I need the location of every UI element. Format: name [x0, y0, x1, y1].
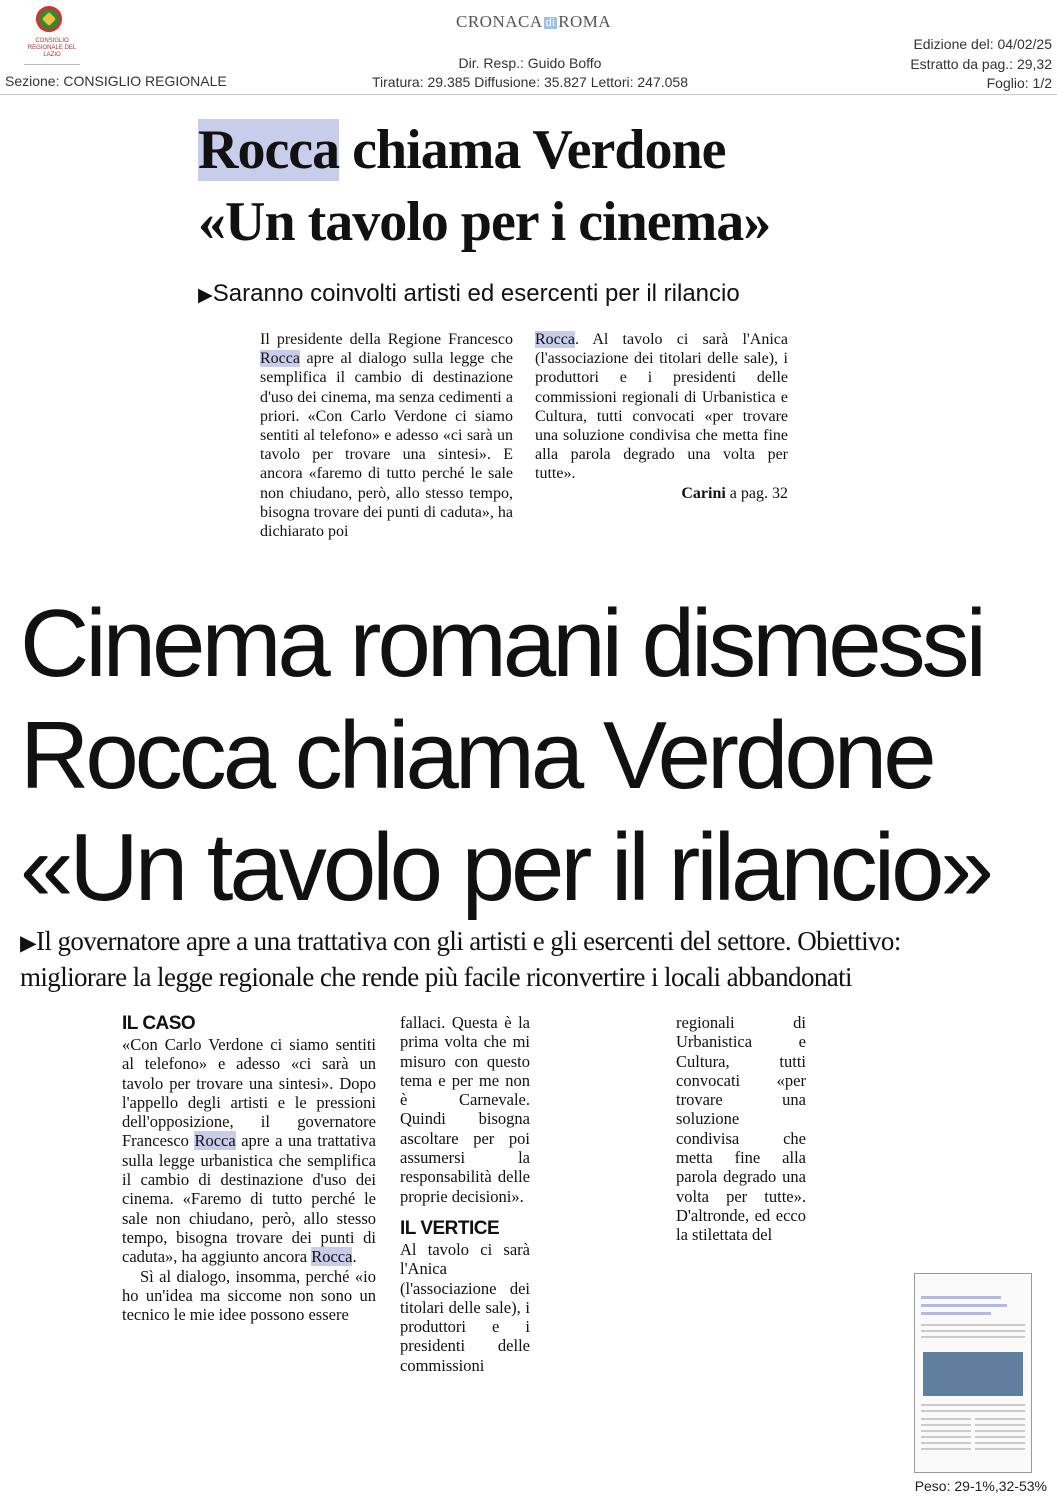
regional-council-logo: [22, 6, 82, 68]
page-thumbnail: [914, 1273, 1032, 1473]
headline-line-1: Cinema romani dismessi: [20, 590, 983, 697]
article-headline: [20, 588, 990, 924]
kicker-il-vertice: IL VERTICE: [400, 1217, 500, 1239]
edition-date: Edizione del: 04/02/25: [913, 36, 1052, 52]
logo-text: CONSIGLIO REGIONALE DEL LAZIO: [27, 38, 77, 58]
article-column-2: [400, 1013, 530, 1375]
teaser-byline: Carini a pag. 32: [681, 484, 788, 502]
article-column-1: [122, 1013, 376, 1324]
thumbnail-photo: [923, 1352, 1023, 1396]
highlight-rocca: Rocca: [260, 350, 300, 368]
kicker-il-caso: IL CASO: [122, 1013, 196, 1034]
article-paragraph: fallaci. Questa è la prima volta che mi misuro con questo tema e per me non è Carnevale. Quindi bisogna ascoltare per poi assumersi la responsabilità delle proprie decisioni».: [400, 1013, 530, 1206]
director-line: Dir. Resp.: Guido Boffo: [458, 55, 602, 71]
sheet-number: Foglio: 1/2: [986, 75, 1052, 91]
teaser-column-1: Il presidente della Regione Francesco Rocca apre al dialogo sulla legge che semplifica il cambio di destinazione d'uso dei cinema, ma senza cedimenti a priori. «Con Carlo Verdone ci siamo sentiti al telefono» e adesso «ci sarà un tavolo per trovare una sintesi». E ancora «faremo di tutto perché le sale non chiudano, però, allo stesso tempo, bisogna trovare dei punti di caduta», ha dichiarato poi: [260, 331, 513, 541]
highlight-rocca: Rocca: [311, 1247, 353, 1267]
headline-line-2: Rocca chiama Verdone: [20, 702, 933, 809]
newspaper-masthead: CRONACA di ROMA: [456, 12, 612, 31]
teaser-headline: Rocca chiama Verdone «Un tavolo per i cinema»: [198, 119, 771, 253]
weight-label: Peso: 29-1%,32-53%: [914, 1478, 1047, 1494]
article-subheadline: ▶Il governatore apre a una trattativa con gli artisti e gli esercenti del settore. Obiettivo: migliorare la legge regionale che rende più facile riconvertire i locali abbandonati: [20, 926, 901, 992]
teaser-subtitle: ▶Saranno coinvolti artisti ed esercenti per il rilancio: [198, 280, 740, 307]
extract-pages: Estratto da pag.: 29,32: [910, 56, 1052, 72]
highlight-rocca: Rocca: [194, 1131, 236, 1151]
article-column-3: [676, 1013, 806, 1245]
article-paragraph: Sì al dialogo, insomma, perché «io ho un'idea ma siccome non sono un tecnico le mie idee possono essere: [122, 1266, 376, 1325]
article-paragraph: regionali di Urbanistica e Cultura, tutti convocati «per trovare una soluzione condivisa che metta fine alla parola degrado una volta per tutte». D'altronde, ed ecco la stilettata del: [676, 1013, 806, 1245]
article-paragraph: Al tavolo ci sarà l'Anica (l'associazione dei titolari delle sale), i produttori e i presidenti delle commissioni: [400, 1239, 530, 1375]
circulation-line: Tiratura: 29.385 Diffusione: 35.827 Lettori: 247.058: [372, 74, 688, 90]
lazio-emblem-icon: [36, 6, 62, 32]
clipping-header: [0, 0, 1057, 96]
section-label: Sezione: CONSIGLIO REGIONALE: [5, 73, 227, 89]
teaser-column-2: Rocca. Al tavolo ci sarà l'Anica (l'associazione dei titolari delle sale), i produttori e i presidenti delle commissioni regionali di Urbanistica e Cultura, tutti convocati «per trovare una soluzione condivisa che metta fine alla parola degrado una volta per tutte». Carini a pag. 32: [535, 331, 788, 502]
triangle-arrow-icon: ▶: [198, 285, 213, 306]
header-divider: [0, 94, 1057, 95]
article-paragraph: «Con Carlo Verdone ci siamo sentiti al telefono» e adesso «ci sarà un tavolo per trovare una sintesi». Dopo l'appello degli artisti e le pressioni dell'opposizione, il governatore Francesco Rocca apre a una trattativa sulla legge urbanistica che semplifica il cambio di destinazione d'uso dei cinema. «Faremo di tutto perché le sale non chiudano, però, allo stesso tempo, bisogna trovare dei punti di caduta», ha aggiunto ancora Rocca.: [122, 1035, 376, 1267]
headline-line-3: «Un tavolo per il rilancio»: [20, 814, 990, 921]
highlight-rocca: Rocca: [198, 119, 340, 181]
highlight-rocca: Rocca: [535, 331, 575, 348]
triangle-arrow-icon: ▶: [20, 931, 37, 955]
masthead-badge: di: [545, 17, 556, 30]
